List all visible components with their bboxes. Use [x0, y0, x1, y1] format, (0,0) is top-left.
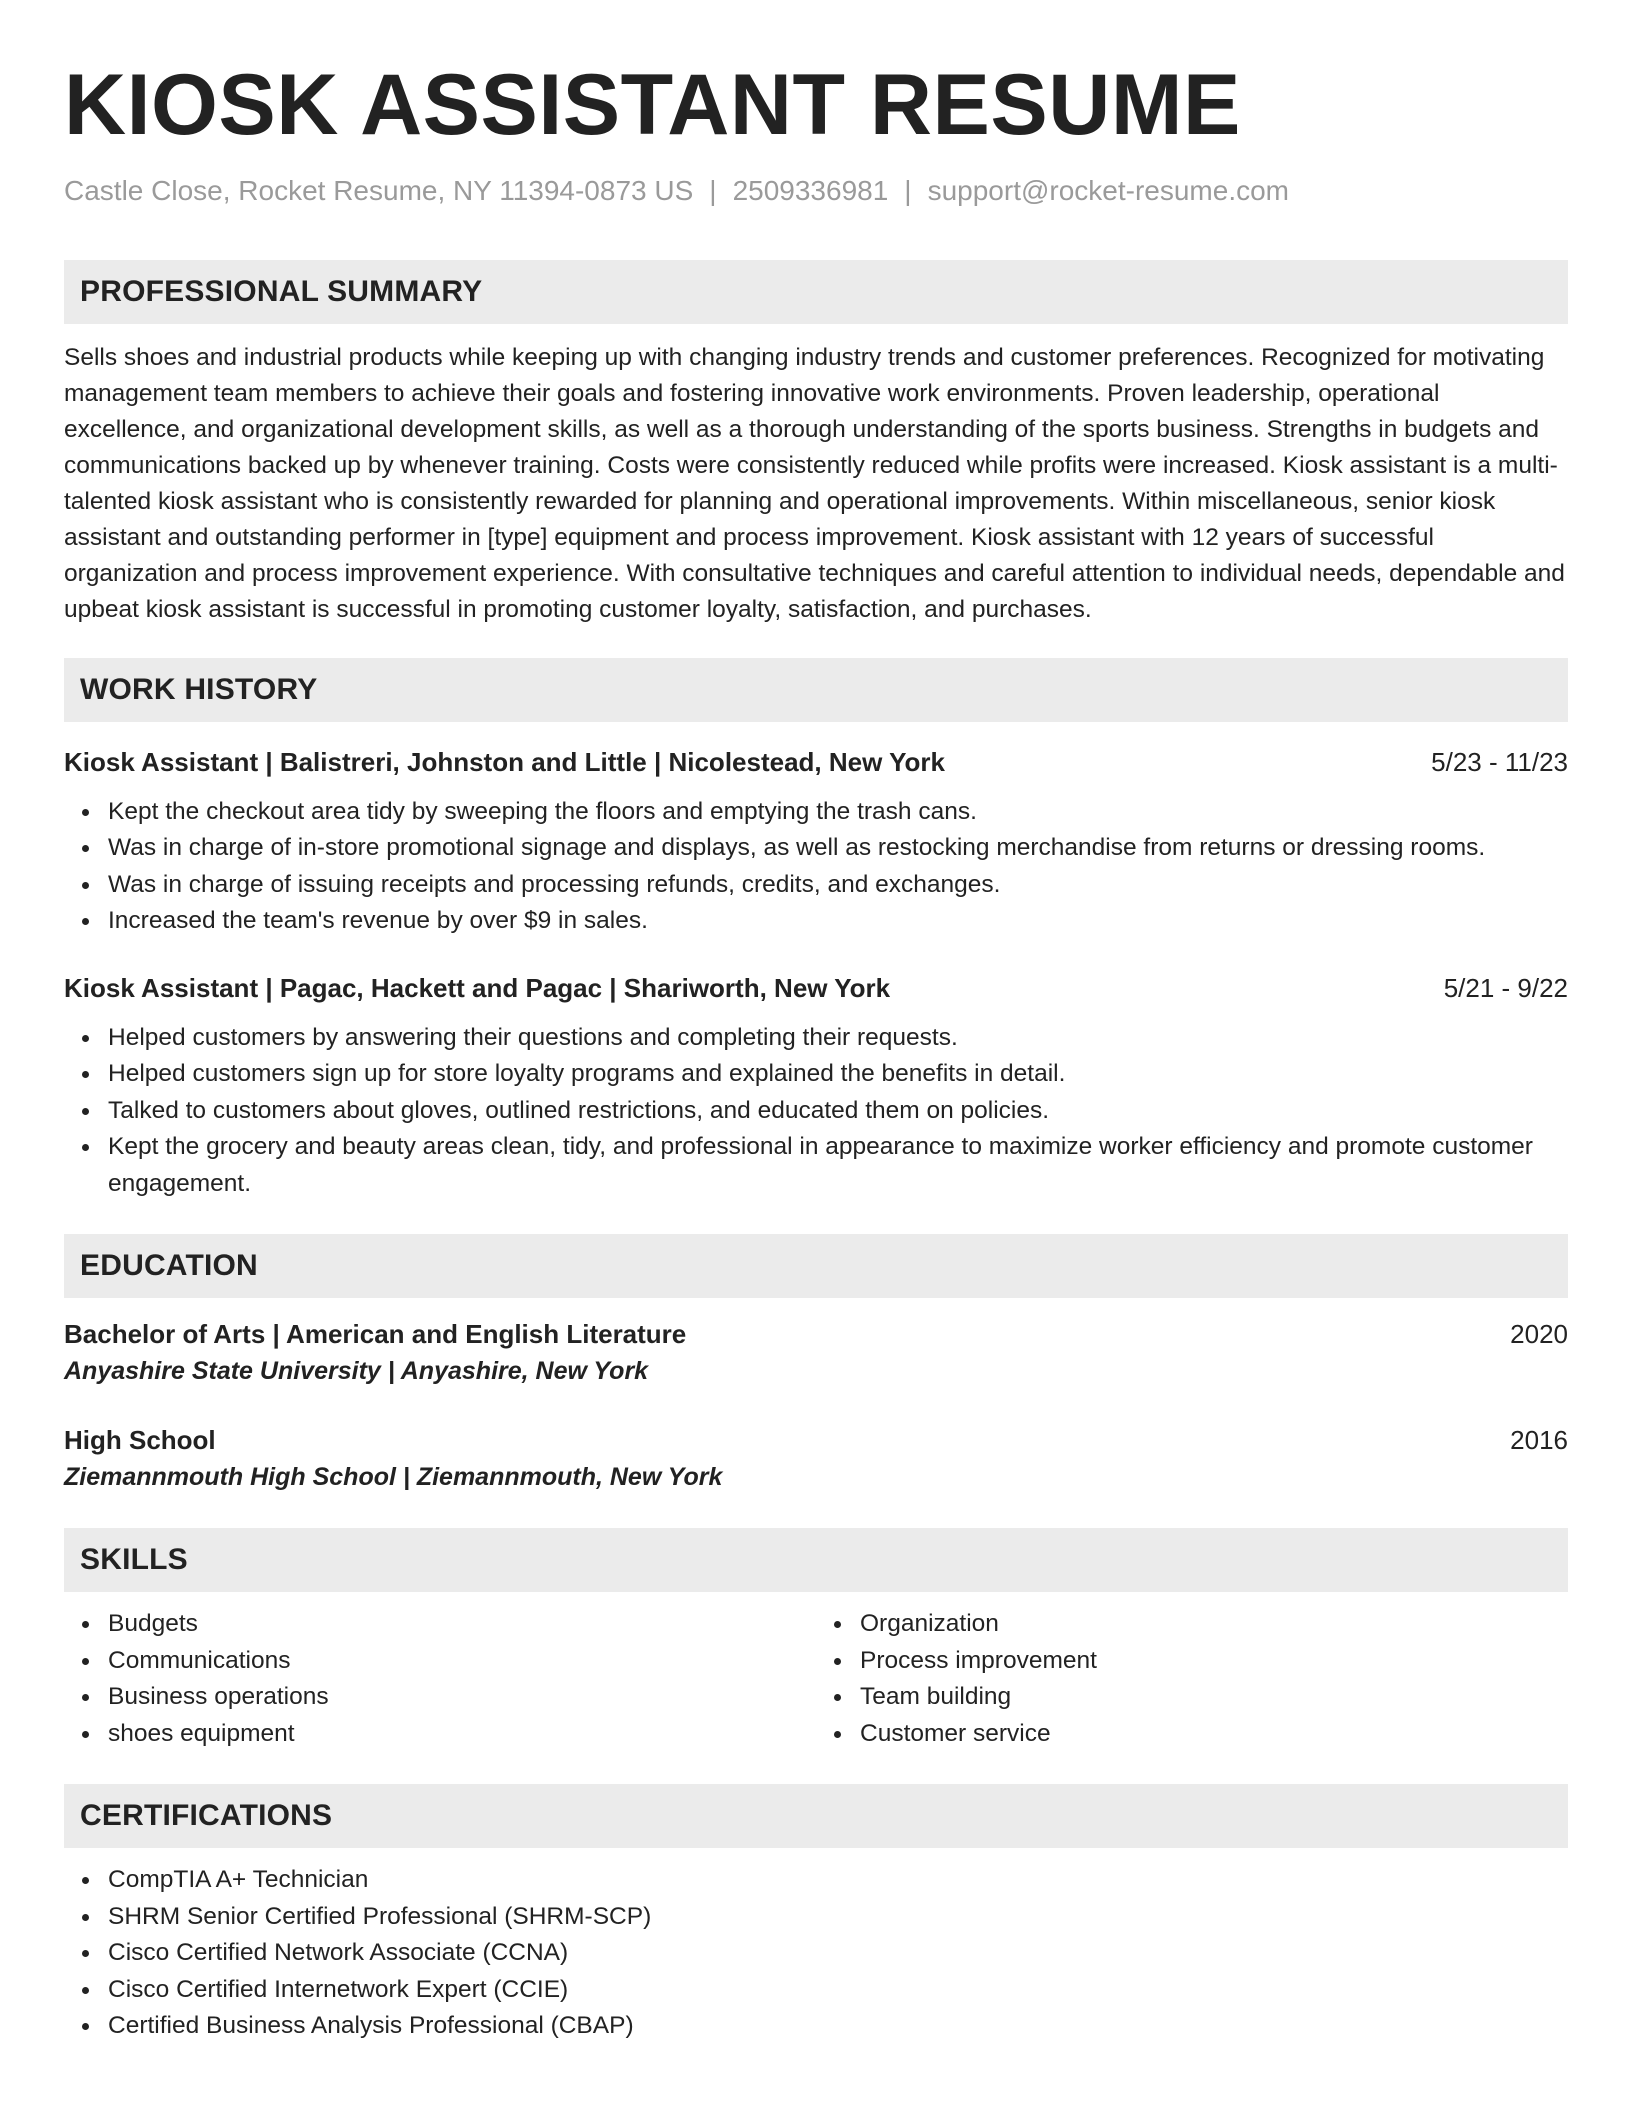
contact-address: Castle Close, Rocket Resume, NY 11394-0873 US: [64, 175, 694, 206]
skills-list-right: [816, 1606, 1568, 1752]
job-dates: 5/23 - 11/23: [1431, 746, 1568, 777]
skills-section-header: SKILLS: [64, 1528, 1568, 1592]
job-bullet: Was in charge of in-store promotional signage and displays, as well as restocking merchandise from returns or dressing rooms.: [108, 830, 1568, 867]
skill-item: Process improvement: [860, 1643, 1568, 1680]
education-section-header: EDUCATION: [64, 1234, 1568, 1298]
skill-item: Team building: [860, 1679, 1568, 1716]
job-bullet: Kept the checkout area tidy by sweeping the floors and emptying the trash cans.: [108, 794, 1568, 831]
job-bullet: Helped customers by answering their questions and completing their requests.: [108, 1020, 1568, 1057]
education-school: Anyashire State University | Anyashire, New York: [64, 1357, 649, 1386]
job-title: Kiosk Assistant | Pagac, Hackett and Pagac | Shariworth, New York: [64, 972, 891, 1003]
education-degree: High School: [64, 1425, 216, 1456]
work-history-section-header: WORK HISTORY: [64, 658, 1568, 722]
resume-title: KIOSK ASSISTANT RESUME: [64, 57, 1241, 153]
job-bullet: Increased the team's revenue by over $9 in sales.: [108, 903, 1568, 940]
certification-item: Cisco Certified Internetwork Expert (CCIE): [108, 1972, 1568, 2009]
contact-separator: |: [709, 175, 717, 206]
job-bullet-list: [64, 1020, 1568, 1203]
job-bullet: Kept the grocery and beauty areas clean, tidy, and professional in appearance to maximize worker efficiency and promote customer engagement.: [108, 1129, 1568, 1202]
job-dates: 5/21 - 9/22: [1443, 972, 1568, 1003]
certification-item: CompTIA A+ Technician: [108, 1862, 1568, 1899]
skill-item: Communications: [108, 1643, 816, 1680]
certifications-section-header: CERTIFICATIONS: [64, 1784, 1568, 1848]
summary-text: Sells shoes and industrial products while keeping up with changing industry trends and customer preferences. Recognized for motivating management team members to achieve their goals and fostering innovative work environments. Proven leadership, operational excellence, and organizational development skills, as well as a thorough understanding of the sports business. Strengths in budgets and communications backed up by whenever training. Costs were consistently reduced while profits were increased. Kiosk assistant is a multi-talented kiosk assistant who is consistently rewarded for planning and operational improvements. Within miscellaneous, senior kiosk assistant and outstanding performer in [type] equipment and process improvement. Kiosk assistant with 12 years of successful organization and process improvement experience. With consultative techniques and careful attention to individual needs, dependable and upbeat kiosk assistant is successful in promoting customer loyalty, satisfaction, and purchases.: [64, 343, 1565, 623]
certifications-list: [64, 1862, 1568, 2045]
job-entry: [64, 970, 1568, 1203]
job-bullet-list: [64, 794, 1568, 940]
contact-line: [64, 174, 1568, 208]
education-entry: [64, 1422, 1568, 1496]
skill-item: Organization: [860, 1606, 1568, 1643]
education-entry: [64, 1316, 1568, 1390]
job-header-row: [64, 970, 1568, 1006]
contact-email: support@rocket-resume.com: [927, 175, 1290, 206]
contact-phone: 2509336981: [732, 175, 889, 206]
job-title: Kiosk Assistant | Balistreri, Johnston and Little | Nicolestead, New York: [64, 746, 945, 777]
skill-item: Customer service: [860, 1716, 1568, 1753]
certification-item: SHRM Senior Certified Professional (SHRM-SCP): [108, 1899, 1568, 1936]
summary-section-header: PROFESSIONAL SUMMARY: [64, 260, 1568, 324]
education-year: 2016: [1510, 1425, 1568, 1456]
job-header-row: [64, 744, 1568, 780]
certification-item: Cisco Certified Network Associate (CCNA): [108, 1935, 1568, 1972]
education-school: Ziemannmouth High School | Ziemannmouth, New York: [64, 1463, 723, 1492]
skill-item: Business operations: [108, 1679, 816, 1716]
skill-item: shoes equipment: [108, 1716, 816, 1753]
job-bullet: Was in charge of issuing receipts and processing refunds, credits, and exchanges.: [108, 867, 1568, 904]
job-bullet: Helped customers sign up for store loyalty programs and explained the benefits in detail.: [108, 1056, 1568, 1093]
job-bullet: Talked to customers about gloves, outlined restrictions, and educated them on policies.: [108, 1093, 1568, 1130]
certification-item: Certified Business Analysis Professional (CBAP): [108, 2008, 1568, 2045]
contact-separator: |: [904, 175, 912, 206]
education-header-row: [64, 1422, 1568, 1458]
job-entry: [64, 744, 1568, 940]
education-header-row: [64, 1316, 1568, 1352]
skill-item: Budgets: [108, 1606, 816, 1643]
education-degree: Bachelor of Arts | American and English Literature: [64, 1319, 687, 1350]
skills-list-left: [64, 1606, 816, 1752]
education-year: 2020: [1510, 1319, 1568, 1350]
skills-columns: [64, 1606, 1568, 1752]
